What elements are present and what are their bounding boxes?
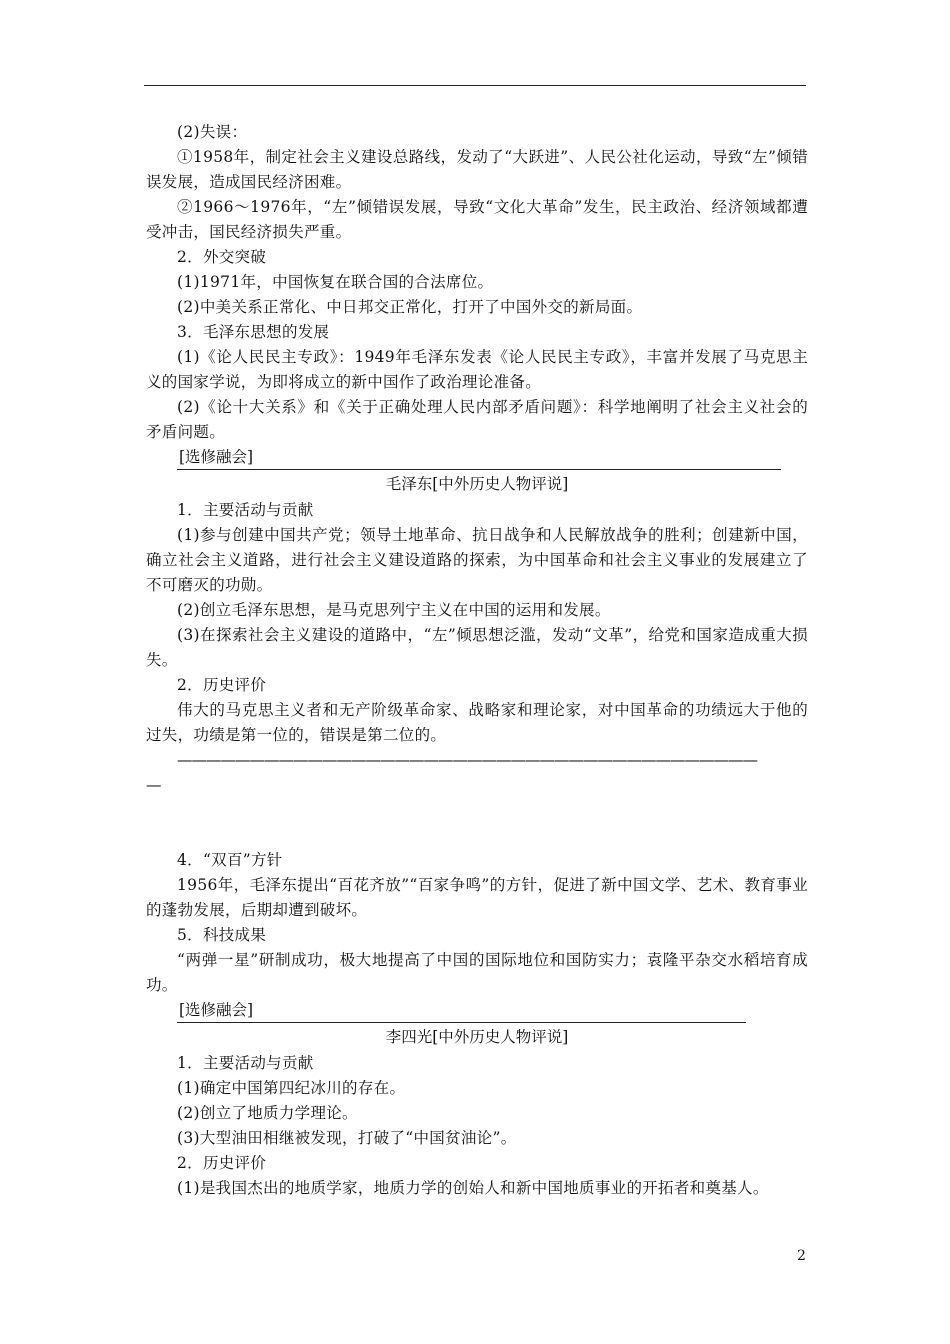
paragraph: (2)创立了地质力学理论。 bbox=[177, 1104, 358, 1122]
paragraph: (2)失误： bbox=[177, 123, 248, 141]
paragraph: (2)中美关系正常化、中日邦交正常化，打开了中国外交的新局面。 bbox=[177, 298, 643, 316]
paragraph: (1)是我国杰出的地质学家，地质力学的创始人和新中国地质事业的开拓者和奠基人。 bbox=[177, 1179, 769, 1197]
box-title: 毛泽东[中外历史人物评说] bbox=[385, 475, 569, 493]
section-policy-science bbox=[146, 848, 808, 1201]
dash-separator: ———————————————————————————————————————— bbox=[177, 751, 757, 769]
paragraph: (3)在探索社会主义建设的道路中，“左”倾思想泛滥，发动“文革”，给党和国家造成重大损失。 bbox=[146, 626, 808, 669]
paragraph: ②1966～1976年，“左”倾错误发展，导致“文化大革命”发生，民主政治、经济领域都遭受冲击，国民经济损失严重。 bbox=[146, 198, 808, 241]
heading: 1．主要活动与贡献 bbox=[177, 1054, 314, 1072]
elective-tag-line bbox=[177, 445, 781, 470]
paragraph: (2)《论十大关系》和《关于正确处理人民内部矛盾问题》：科学地阐明了社会主义社会的矛盾问题。 bbox=[146, 398, 808, 441]
paragraph: (1)确定中国第四纪冰川的存在。 bbox=[177, 1079, 406, 1097]
page-number: 2 bbox=[797, 1248, 806, 1264]
heading: 3．毛泽东思想的发展 bbox=[177, 323, 330, 341]
heading: 2．历史评价 bbox=[177, 676, 267, 694]
paragraph: 伟大的马克思主义者和无产阶级革命家、战略家和理论家，对中国革命的功绩远大于他的过失，功绩是第一位的，错误是第二位的。 bbox=[146, 701, 808, 744]
heading: 4．“双百”方针 bbox=[177, 851, 283, 869]
paragraph: “两弹一星”研制成功，极大地提高了中国的国际地位和国防实力；袁隆平杂交水稻培育成功。 bbox=[146, 951, 808, 994]
paragraph: (2)创立毛泽东思想，是马克思列宁主义在中国的运用和发展。 bbox=[177, 601, 611, 619]
paragraph: ①1958年，制定社会主义建设总路线，发动了“大跃进”、人民公社化运动，导致“左”倾错误发展，造成国民经济困难。 bbox=[146, 148, 808, 191]
dash-separator-tail: — bbox=[146, 776, 161, 794]
paragraph: 1956年，毛泽东提出“百花齐放”“百家争鸣”的方针，促进了新中国文学、艺术、教育事业的蓬勃发展，后期却遭到破坏。 bbox=[146, 876, 808, 919]
header-rule bbox=[144, 85, 806, 86]
box-title: 李四光[中外历史人物评说] bbox=[385, 1028, 569, 1046]
elective-tag: [选修融会] bbox=[179, 448, 254, 466]
elective-tag-line bbox=[177, 998, 746, 1023]
heading: 5．科技成果 bbox=[177, 926, 267, 944]
paragraph: (1)参与创建中国共产党；领导土地革命、抗日战争和人民解放战争的胜利；创建新中国，确立社会主义道路，进行社会主义建设道路的探索，为中国革命和社会主义事业的发展建立了不可磨灭的功勋。 bbox=[146, 526, 808, 594]
heading: 2．历史评价 bbox=[177, 1154, 267, 1172]
heading: 2．外交突破 bbox=[177, 248, 267, 266]
paragraph: (3)大型油田相继被发现，打破了“中国贫油论”。 bbox=[177, 1129, 517, 1147]
heading: 1．主要活动与贡献 bbox=[177, 501, 314, 519]
paragraph: (1)1971年，中国恢复在联合国的合法席位。 bbox=[177, 273, 494, 291]
elective-tag: [选修融会] bbox=[179, 1001, 254, 1019]
paragraph: (1)《论人民民主专政》：1949年毛泽东发表《论人民民主专政》，丰富并发展了马克思主义的国家学说，为即将成立的新中国作了政治理论准备。 bbox=[146, 348, 808, 391]
section-mistakes-diplomacy bbox=[146, 120, 808, 798]
